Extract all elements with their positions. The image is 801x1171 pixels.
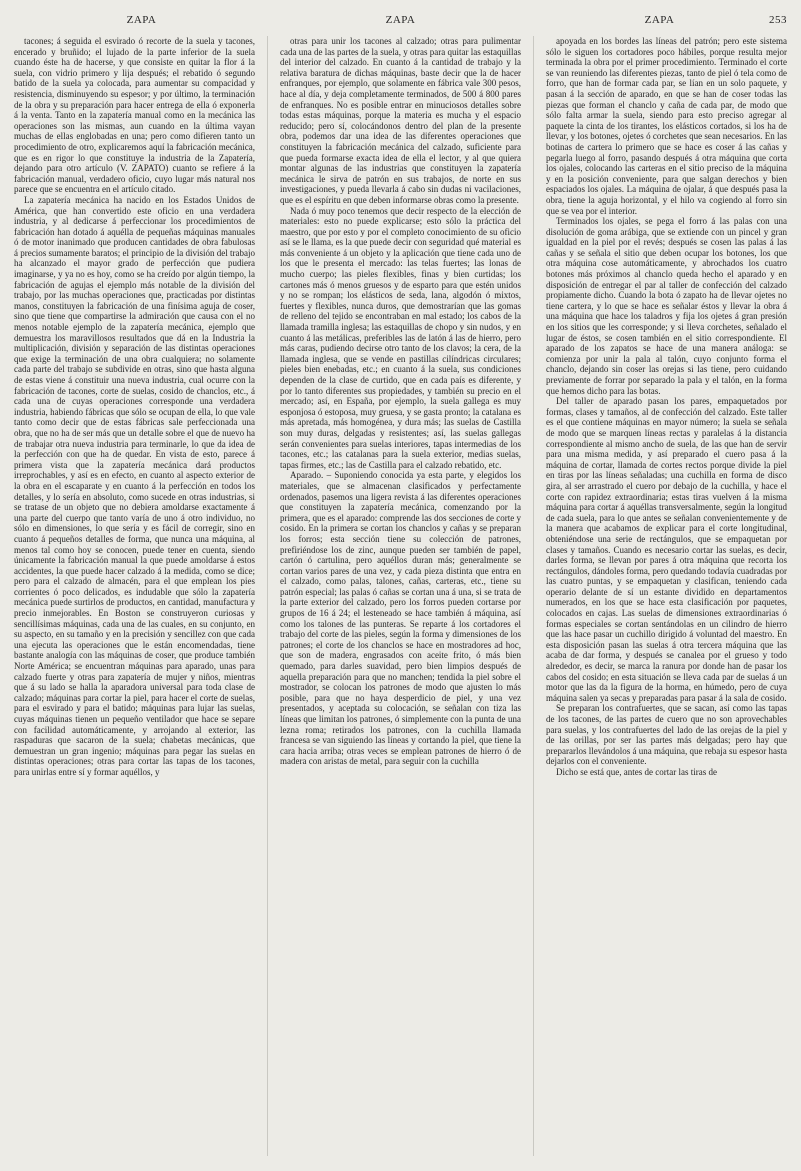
- header-center: ZAPA: [385, 14, 416, 26]
- paragraph: Se preparan los contrafuertes, que se sacan, así como las tapas de los tacones, de las partes de cuero que no son aprovechables para suelas, y los contrafuertes del lado de las orejas de la piel y de las orillas, por ser las partes más delgadas; pero hay que prepararlos llevándolos á una máquina, que rebaja su espesor hasta dejarlos con el conveniente.: [546, 703, 787, 767]
- header-right: ZAPA: [644, 14, 675, 26]
- header-right-wrap: [532, 14, 787, 26]
- paragraph: La zapatería mecánica ha nacido en los Estados Unidos de América, que han convertido este oficio en una verdadera industria, y al dedicarse á perfeccionar los procedimientos de fabricación han dotado á aquélla de pequeñas máquinas manuales ó de motor inanimado que producen cantidades de obra fabulosas á precios sumamente baratos; el principio de la división del trabajo ha alcanzado el mayor grado de perfección que pudiera imaginarse, y ya no es hoy, como se ha creído por algún tiempo, la fabricación de agujas el ejemplo más notable de la división del trabajo, por las muchas operaciones que, practicadas por distintas manos, constituyen la fabricación de una finísima aguja de coser, sino que tiene que compartirse la admiración que causa con el no menos notable ejemplo de la zapatería mecánica, ejemplo que demuestra los maravillosos resultados que dá en la Industria la multiplicación, división y separación de las distintas operaciones que exige la terminación de una obra cualquiera; no solamente cada parte del trabajo se subdivide en otras, sino que hasta alguna de estas viene á constituir una nueva industria, cual ocurre con la fabricación de tacones, corte de suelas, cosido de chanclos, etc., á cada una de cuyas operaciones corresponde una verdadera industria, habiendo fábricas que sólo se ocupan de ella, lo que vale tanto como decir que de estas fábricas sale perfeccionada una obra, que no ha de ser más que un detalle sobre el que de nuevo ha de trabajar otra nueva industria para terminarle, lo que da idea de la perfección con que ha de quedar. En vista de esto, parece á primera vista que la zapatería mecánica dará productos irreprochables, y así es en efecto, en cuanto al aspecto exterior de la obra en el escaparate y en cuanto á la perfección en todos los detalles, y lo sería en absoluto, como sucede en otras industrias, si se tratase de un objeto que no debiera amoldarse exactamente á una parte del cuerpo que tanto varía de uno á otro individuo, no sólo en dimensiones, lo que sería y es fácil de corregir, sino en cuanto á pequeños detalles de forma, que nunca una máquina, al menos tal como hoy se conocen, puede tener en cuenta, siendo únicamente la fabricación manual la que puede amoldarse á estos accidentes, la que puede hacer calzado á la medida, como se dice; pero para el calzado de almacén, para el que emplean los pies corrientes ó poco delicados, es indudable que sólo la zapatería mecánica puede surtirlos de productos, en cantidad, manufactura y precio inmejorables. En Boston se construyeron curiosas y sencillísimas máquinas, cada una de las cuales, en su conjunto, en su aspecto, en su tamaño y en la precisión y sencillez con que cada una ejecuta las operaciones que le están encomendadas, tiene bastante analogía con las máquinas de coser, que produce también Norte América; se encuentran máquinas para aparado, unas para calzado fuerte y otras para zapatería de mujer y niños, mientras que á su lado se halla la aparadora universal para toda clase de calzado; máquinas para cortar la piel, para hacer el corte de suelas, para el esvirado y para el batido; máquinas para lujar las suelas, cuyas máquinas tienen un pequeño ventilador que hace se separe con facilidad automáticamente, y arrojando al exterior, las raspaduras que sacaron de la suela; chabetas mecánicas, que demuestran un gran ingenio; máquinas para pegar las suelas en distintas operaciones; otras para cortar las tapas de los tacones, para unirlas entre sí y formar aquéllos, y: [14, 194, 255, 777]
- paragraph: Terminados los ojales, se pega el forro á las palas con una disolución de goma arábiga, que se extiende con un pincel y gran igualdad en la piel por el revés; después se cosen las palas á las cañas y se señala el sitio que deben ocupar los botones, los que otra máquina cose automáticamente, y abrochados los cuatro botones más próximos al chanclo queda hecho el aparado y en disposición de entregar el par al taller de confección del calzado propiamente dicho. Cuando la bota ó zapato ha de llevar ojetes no tiene cartera, y lo que se hace es señalar éstos y llevar la obra á una máquina que hace los taladros y fija los ojetes á gran presión en los sitios que les corresponde; y si lleva corchetes, señalado el lugar de éstos, se cosen también en el sitio correspondiente. El aparado de los zapatos se hace de una manera análoga: se comienza por unir la pala al talón, cuyo conjunto forma el chanclo, dejando sin coser las orejas si las tiene, pero cuidando previamente de forrar por separado la pala y el talón, en la forma que hemos dicho para las botas.: [546, 216, 787, 396]
- column-3: [546, 36, 787, 1156]
- paragraph: Dicho se está que, antes de cortar las tiras de: [556, 766, 717, 777]
- paragraph: Nada ó muy poco tenemos que decir respecto de la elección de materiales: esto no puede explicarse; esto sólo la práctica del maestro, que por esto y por el completo conocimiento de su oficio así se le llama, es la que puede decir con seguridad qué material es más conveniente á un objeto y la aplicación que tiene cada uno de los que le presenta el mercado: las telas fuertes; las lonas de mucho cuerpo; las pieles flexibles, finas y bien curtidas; los cartones más ó menos gruesos y de esparto para que estén unidos y no se rompan; los elásticos de seda, lana, algodón ó mixtos, fuertes y flexibles, nunca duros, que demostrarían que las gomas de relleno del tejido se encontraban en mal estado; los cabos de la llamada tramilla inglesa; las estaquillas de chopo y sin nudos, y en cuanto á las metálicas, preferibles las de latón á las de hierro, pero más caras, pudiendo decirse otro tanto de los clavos; la cera, de la llamada inglesa, que se vende en pastillas cilíndricas circulares; pieles bien enebadas, etc.; en cuanto á la suela, sus condiciones dependen de la clase de curtido, que en cada país es diferente, y por lo tanto diferentes sus propiedades, y también su precio en el mercado; así, en España, por ejemplo, la suela gallega es muy esponjosa ó estoposa, muy gruesa, y se gasta pronto; la catalana es más apretada, más homogénea, y dura más; las suelas de Castilla son muy duras, delgadas y resistentes; así, las suelas gallegas serán convenientes para suelas interiores, tapas intermedias de los tacones, etc.; las catalanas para la suela exterior, medias suelas, tapas firmes, etc.; las de Castilla para el calzado rebatido, etc.: [280, 205, 521, 470]
- paragraph: tacones; á seguida el esvirado ó recorte de la suela y tacones, encerado y bruñido; el lujado de la parte inferior de la suela cuando éste ha de hacerse, y que consiste en quitar la flor á la suela, con vidrio primero y lija después; el rebatido ó segundo batido de la suela ya colocada, para aumentar su compacidad y resistencia, disminuyendo su espesor; y por último, la terminación de la obra y su preparación para hacer entrega de ella ó exponerla á la venta. Tanto en la zapatería manual como en la mecánica las operaciones son las mismas, aun cuando en la última vayan muchas de ellas englobadas en una; pero como difieren tanto un procedimiento de otro, explicaremos aquí la fabricación mecánica, que es en rigor lo que constituye la industria de la Zapatería, dejando para otro artículo (V. ZAPATO) cuanto se refiere á la fabricación manual, verdadero oficio, cuyo lugar más natural nos parece que se encuentra en el artículo citado.: [14, 36, 255, 195]
- column-1: [14, 36, 255, 1156]
- header-left: ZAPA: [126, 14, 157, 26]
- column-2: [280, 36, 521, 1156]
- running-header: [14, 14, 787, 30]
- paragraph: Aparado. – Suponiendo conocida ya esta parte, y elegidos los materiales, que se almacenan clasificados y perfectamente ordenados, pasemos una ligera revista á las diferentes operaciones que constituyen la zapatería mecánica, comenzando por la primera, que es el aparado: comprende las dos secciones de corte y cosido. En la primera se cortan los chanclos y cañas y se preparan los forros; esta sección tiene su colección de patrones, prefiriéndose los de zinc, aunque pueden ser también de papel, cartón ó cartulina, pero aquéllos duran más; generalmente se cortan varios pares de una vez, y cada pieza distinta que entra en el calzado, como palas, talones, cañas, carteras, etc., tiene su patrón especial; las palas ó cañas se cortan una á una, si se trata de la parte exterior del calzado, pero los forros pueden cortarse por grupos de 16 á 24; el lesteneado se hace también á máquina, así como los talones de las punteras. Se reparte á los cortadores el trabajo del corte de las pieles, según la forma y dimensiones de los patrones; el corte de los chanclos se hace en mostradores ad hoc, que son de madera, engrasados con aceite frito, ó más bien quemado, para darles suavidad, pero bien limpios después de aquella preparación para que no manchen; tendida la piel sobre el mostrador, se colocan los patrones de modo que ajusten lo más posible, para que no haya desperdicio de piel, y una vez presentados, y aceptada su colocación, se señalan con tiza las líneas que limitan los patrones, ó simplemente con la punta de una lezna roma; retirados los patrones, con la cuchilla llamada francesa se van siguiendo las líneas y cortando la piel, que tiene la cara hacia arriba; otras veces se emplean patrones de hierro ó de madera con aristas de metal, para seguir con la cuchilla: [280, 470, 521, 767]
- paragraph: Del taller de aparado pasan los pares, empaquetados por formas, clases y tamaños, al de confección del calzado. Este taller es el que contiene máquinas en mayor número; la suela se señala de modo que se marquen líneas rectas y paralelas á la distancia correspondiente al mismo ancho de suela, de las que han de servir para una misma medida, y así preparado el cuero pasa á la máquina de cortar, llamada de cortes rectos porque divide la piel en tiras por las líneas señaladas; una cuchilla en forma de disco gira, al ser arrastrado el cuero por debajo de la cuchilla, y hace el corte con rapidez extraordinaria; estas tiras vuelven á la misma máquina para cortar á aquéllas transversalmente, según la longitud de cada suela, para lo que antes se señalan convenientemente y de la manera que acabamos de explicar para el corte longitudinal, obteniéndose una serie de rectángulos, que se empaquetan por clases y tamaños. Cuando es necesario cortar las suelas, es decir, darles forma, se llevan por pares á otra máquina que recorta los rectángulos, dándoles forma, pero quedando todavía cuadradas por las cuatro puntas, y se empaquetan y clasifican, teniendo cada operario delante de sí un estante dividido en departamentos numerados, en los que se hace esta clasificación por paquetes, colocados en cajas. Las suelas de dimensiones extraordinarias ó formas especiales se cortan sentándolas en un cilindro de hierro que las hace pasar un cuchillo dirigido á voluntad del maestro. En esta disposición pasan las suelas á otra tercera máquina que las acaba de dar forma, y después se canalea por el grueso y todo alrededor, es decir, se marca la ranura por donde han de pasar los cabos del cosido; en esta situación se lleva cada par de suelas á un motor que las da la figura de la horma, en húmedo, pero de cuya máquina salen ya secas y preparadas para pasar á la sala de cosido.: [546, 396, 787, 703]
- text-columns: [14, 36, 787, 1156]
- column-divider: [267, 36, 268, 1156]
- paragraph: otras para unir los tacones al calzado; otras para pulimentar cada una de las partes de la suela, y otras para quitar las estaquillas del interior del calzado. En cuanto á la cantidad de trabajo y la relativa baratura de dichas máquinas, baste decir que la de hacer enfranques, por ejemplo, que solamente en fábrica vale 300 pesos, hace al día, y deja completamente terminados, de 500 á 800 pares de enfranques. No es posible entrar en minuciosos detalles sobre todas estas máquinas, porque la materia es mucha y el espacio reducido; pero sí, colocándonos dentro del plan de la presente obra, podemos dar una idea de las diferentes operaciones que constituyen la fabricación mecánica del calzado, suficiente para que pueda formarse exacta idea de ella el lector, y al que quiera montar algunas de las industrias que constituyen la zapatería mecánica le sirva de patrón en sus trabajos, de norte en sus investigaciones, y pueda llevarla á cabo sin dudas ni vacilaciones, que es el espíritu en que deben informarse obras como la presente.: [280, 36, 521, 205]
- paragraph: apoyada en los bordes las líneas del patrón; pero este sistema sólo le siguen los cortadores poco hábiles, porque resulta mejor terminada la obra por el primer procedimiento. Terminado el corte se van reuniendo las diferentes piezas, tanto de piel ó tela como de forro, que han de formar cada par, se lían en un solo paquete, y pasan á la sección de aparado, en que se han de coser todas las piezas que forman el chanclo y caña de cada par, de modo que sólo falta armar la suela, siendo para esto preciso agregar al paquete la cinta de los tirantes, los elásticos cortados, si los ha de llevar, y los botones, ojetes ó corchetes que sean necesarios. En las botinas de cartera lo primero que se hace es coser á las cañas y pegarla luego al forro, pasando después á otra máquina que corta los ojales, colocando las carteras en el sitio preciso de la máquina y en la posición conveniente, para que salgan derechos y bien espaciados los ojales. La máquina de ojalar, á que después pasa la obra, tiene la aguja horizontal, y el hilo va cogiendo al forro sin que se vea por el interior.: [546, 36, 787, 216]
- column-divider: [533, 36, 534, 1156]
- page-number: 253: [769, 14, 787, 26]
